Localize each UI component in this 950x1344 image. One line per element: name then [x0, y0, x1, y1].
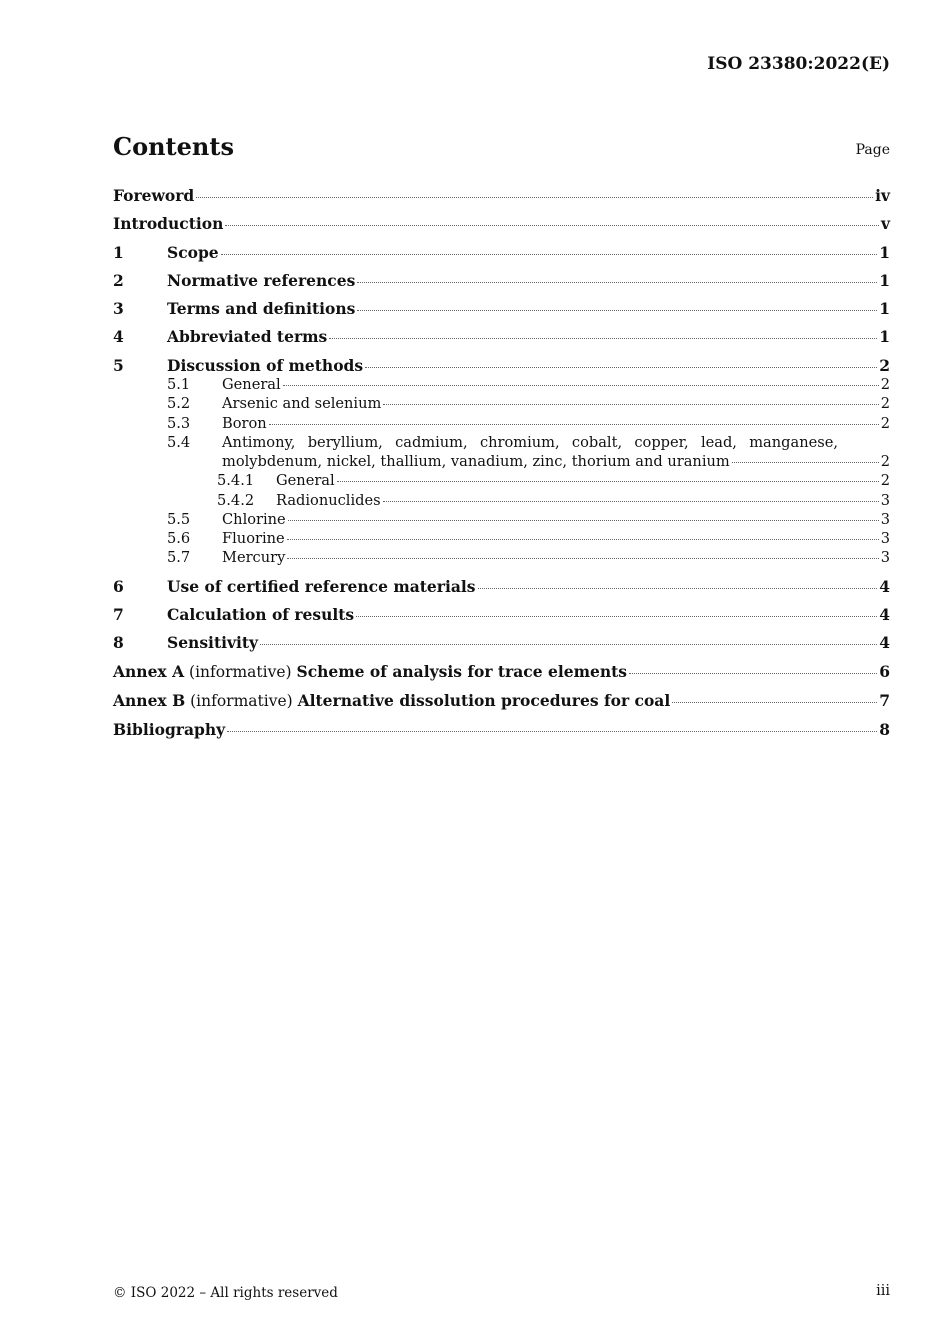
dot-leader — [732, 462, 879, 463]
toc-entry-page: 4 — [879, 633, 890, 653]
dot-leader — [383, 404, 878, 405]
dot-leader — [283, 385, 879, 386]
toc-entry[interactable] — [113, 433, 890, 452]
toc-entry[interactable] — [113, 356, 890, 375]
toc-entry-title: General — [276, 472, 335, 490]
toc-entry-page: 2 — [880, 376, 890, 394]
toc-entry-title: Terms and definitions — [167, 299, 356, 319]
dot-leader — [288, 520, 879, 521]
annex-title: Scheme of analysis for trace elements — [296, 661, 627, 681]
toc-entry-number: 8 — [113, 633, 124, 653]
toc-entry-page: 7 — [879, 690, 890, 710]
toc-entry-title: Use of certified reference materials — [167, 576, 476, 596]
toc-entry[interactable] — [113, 375, 890, 394]
toc-entry-title: Chlorine — [222, 510, 286, 528]
toc-entry[interactable] — [113, 186, 890, 205]
toc-entry-page: v — [880, 214, 890, 234]
toc-entry-title: Foreword — [113, 186, 195, 205]
toc-entry-page: 3 — [880, 530, 890, 548]
dot-leader — [260, 644, 877, 645]
dot-leader — [269, 424, 879, 425]
toc-entry-number: 5.4 — [167, 433, 191, 451]
toc-entry[interactable] — [113, 471, 890, 490]
toc-entry-page: 6 — [879, 661, 890, 681]
dot-leader — [365, 367, 877, 368]
toc-entry[interactable] — [113, 577, 890, 596]
toc-entry-number: 5 — [113, 355, 124, 375]
toc-entry-page: 1 — [879, 242, 890, 262]
toc-entry-title-line1: Antimony, beryllium, cadmium, chromium, cobalt, copper, lead, manganese, — [222, 433, 838, 451]
dot-leader — [383, 501, 879, 502]
dot-leader — [357, 282, 877, 283]
toc-entry[interactable] — [113, 299, 890, 318]
toc-entry-number: 3 — [113, 299, 124, 319]
annex-qualifier: (informative) — [184, 662, 297, 681]
toc-entry[interactable] — [113, 529, 890, 548]
toc-entry-title: Discussion of methods — [167, 355, 364, 375]
toc-entry-number: 5.3 — [167, 414, 191, 432]
toc-entry-title: Normative references — [167, 270, 356, 290]
toc-entry-number: 5.4.2 — [217, 491, 255, 509]
toc-entry-title: General — [222, 376, 281, 394]
document-id: ISO 23380:2022(E) — [707, 54, 890, 74]
toc-entry-title: Mercury — [222, 549, 286, 567]
table-of-contents — [113, 186, 890, 739]
toc-entry-number: 5.4.1 — [217, 472, 255, 490]
toc-entry-title: Fluorine — [222, 530, 285, 548]
dot-leader — [287, 539, 879, 540]
toc-entry-page: 2 — [880, 452, 890, 470]
annex-title: Alternative dissolution procedures for coal — [297, 690, 671, 710]
dot-leader — [329, 338, 877, 339]
toc-entry-title: Radionuclides — [276, 491, 381, 509]
toc-entry-title: molybdenum, nickel, thallium, vanadium, zinc, thorium and uranium — [222, 452, 730, 470]
toc-entry-title: Arsenic and selenium — [222, 395, 382, 413]
toc-entry-title: Bibliography — [113, 720, 226, 740]
dot-leader — [287, 558, 878, 559]
annex-label: Annex A — [113, 661, 185, 681]
toc-entry-page: iv — [875, 186, 890, 205]
page-column-label: Page — [855, 142, 890, 158]
dot-leader — [629, 673, 877, 674]
toc-entry[interactable] — [113, 605, 890, 624]
toc-entry-number: 7 — [113, 605, 124, 625]
dot-leader — [221, 254, 878, 255]
toc-entry-page: 4 — [879, 605, 890, 625]
toc-entry[interactable] — [113, 271, 890, 290]
dot-leader — [225, 225, 879, 226]
toc-entry-page: 2 — [879, 355, 890, 375]
toc-entry-page: 3 — [880, 549, 890, 567]
toc-entry-page: 2 — [880, 472, 890, 490]
toc-entry-number: 2 — [113, 270, 124, 290]
toc-entry-title: Abbreviated terms — [167, 327, 328, 347]
toc-entry-title: Calculation of results — [167, 605, 355, 625]
toc-entry-number: 5.6 — [167, 530, 191, 548]
dot-leader — [227, 731, 877, 732]
dot-leader — [672, 702, 877, 703]
toc-entry-page: 2 — [880, 414, 890, 432]
toc-entry-title — [113, 691, 670, 711]
dot-leader — [337, 481, 879, 482]
annex-qualifier: (informative) — [185, 691, 298, 710]
footer-page-number: iii — [876, 1283, 890, 1299]
toc-entry-page: 2 — [880, 395, 890, 413]
toc-entry-page: 1 — [879, 299, 890, 319]
toc-entry-page: 3 — [880, 491, 890, 509]
toc-entry[interactable] — [113, 414, 890, 433]
toc-entry[interactable] — [113, 327, 890, 346]
dot-leader — [196, 197, 873, 198]
toc-entry-number: 6 — [113, 576, 124, 596]
footer-copyright: © ISO 2022 – All rights reserved — [113, 1285, 338, 1301]
toc-entry-page: 1 — [879, 270, 890, 290]
toc-entry-continuation[interactable] — [113, 452, 890, 471]
contents-title: Contents — [113, 132, 234, 161]
toc-entry-number: 5.5 — [167, 510, 191, 528]
toc-entry-page: 3 — [880, 510, 890, 528]
toc-entry-page: 1 — [879, 327, 890, 347]
toc-entry-title — [113, 662, 627, 682]
toc-entry[interactable] — [113, 491, 890, 510]
toc-entry[interactable] — [113, 510, 890, 529]
dot-leader — [356, 616, 877, 617]
toc-entry-title: Boron — [222, 414, 267, 432]
annex-label: Annex B — [113, 690, 186, 710]
toc-entry-number: 5.7 — [167, 549, 191, 567]
toc-entry[interactable] — [113, 214, 890, 233]
dot-leader — [478, 588, 878, 589]
toc-entry-number: 1 — [113, 242, 124, 262]
toc-entry-number: 4 — [113, 327, 124, 347]
toc-entry-number: 5.2 — [167, 395, 191, 413]
toc-entry-page: 8 — [879, 720, 890, 740]
toc-entry[interactable] — [113, 720, 890, 739]
toc-entry[interactable] — [113, 243, 890, 262]
toc-entry[interactable] — [113, 548, 890, 567]
toc-entry-number: 5.1 — [167, 376, 191, 394]
toc-entry[interactable] — [113, 394, 890, 413]
toc-entry[interactable] — [113, 691, 890, 711]
dot-leader — [357, 310, 877, 311]
toc-entry-title: Sensitivity — [167, 633, 259, 653]
toc-entry-page: 4 — [879, 576, 890, 596]
toc-entry-title: Introduction — [113, 214, 224, 234]
toc-entry[interactable] — [113, 633, 890, 652]
toc-entry[interactable] — [113, 662, 890, 682]
toc-entry-title: Scope — [167, 242, 219, 262]
